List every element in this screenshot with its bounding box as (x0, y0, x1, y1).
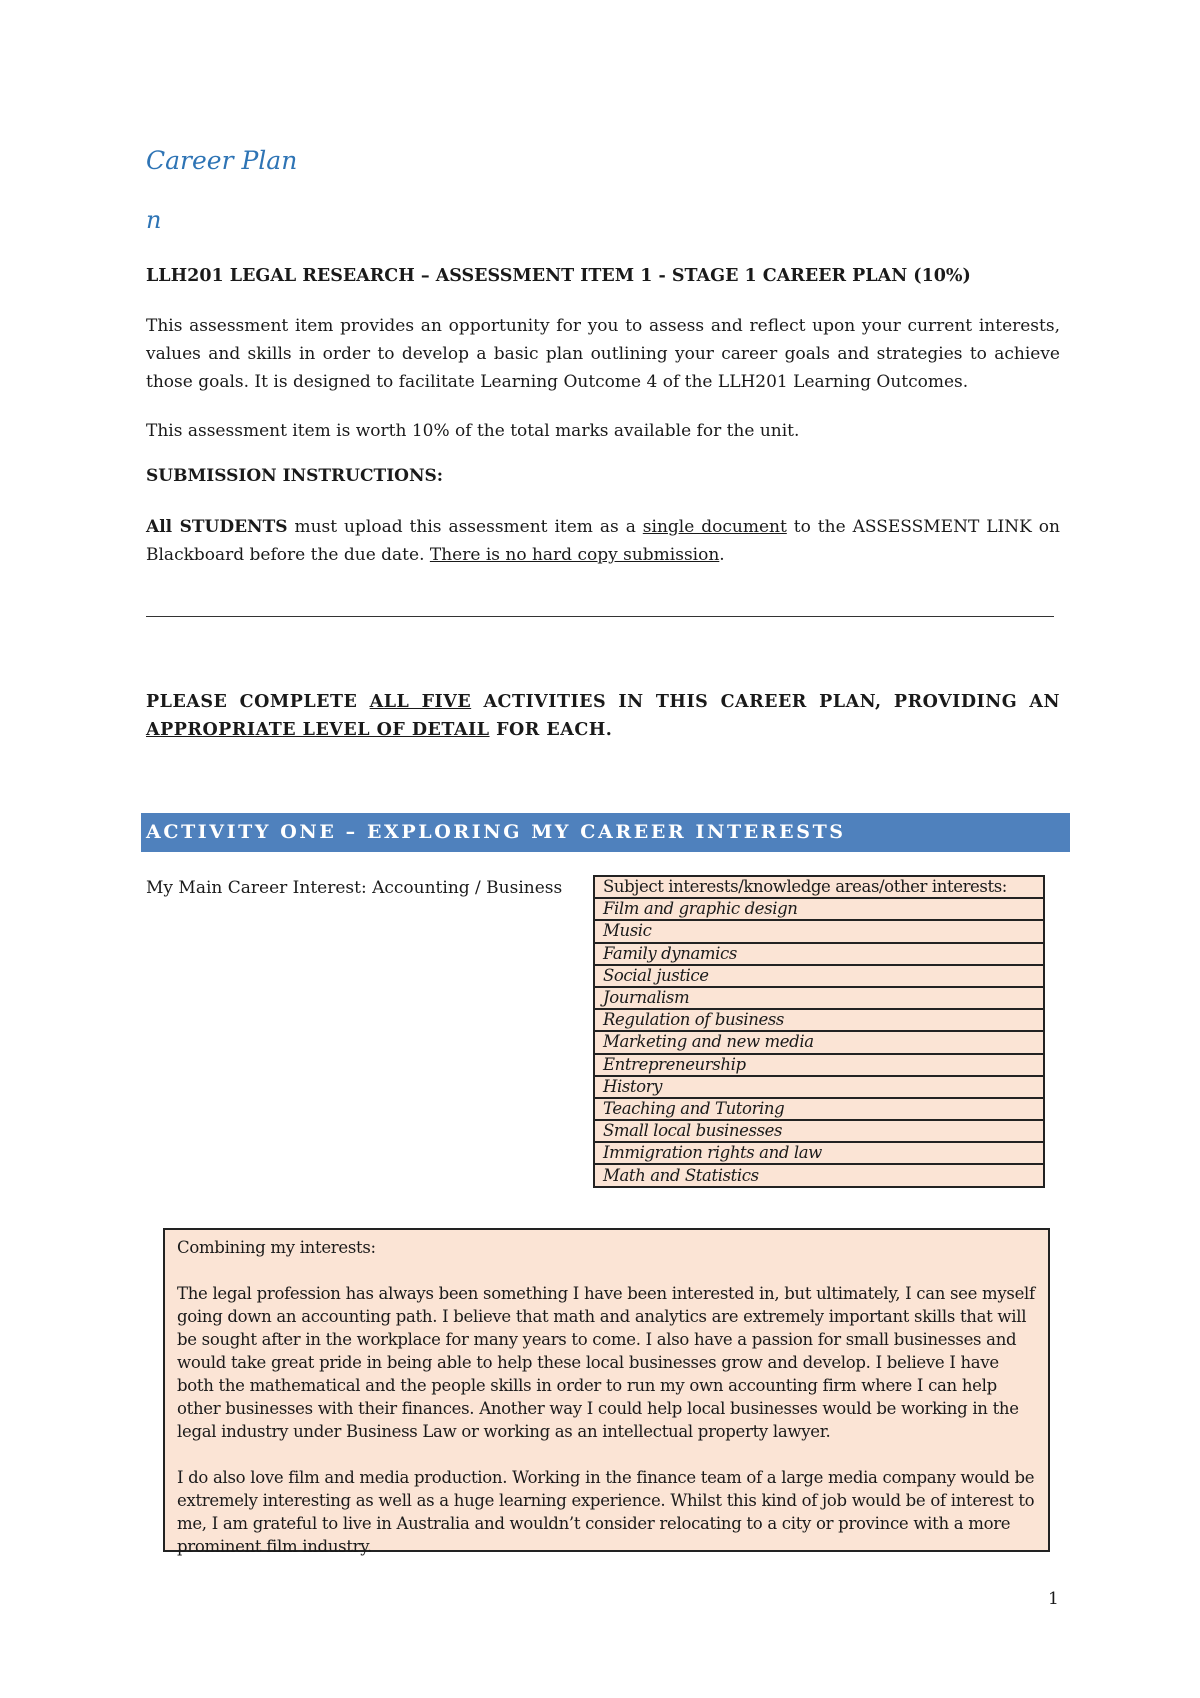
table-row (594, 1142, 1044, 1164)
table-row (594, 920, 1044, 942)
table-row (594, 898, 1044, 920)
instruction-all-five: ALL FIVE (369, 692, 472, 712)
table-row (594, 1054, 1044, 1076)
table-row (594, 965, 1044, 987)
worth-paragraph: This assessment item is worth 10% of the total marks available for the unit. (146, 421, 800, 441)
completion-instruction (146, 688, 1060, 744)
interest-item: History (594, 1076, 1044, 1098)
intro-paragraph: This assessment item provides an opportunity for you to assess and reflect upon your current interests, values and skills in order to develop a basic plan outlining your career goals and strategies to achieve those goals. It is designed to facilitate Learning Outcome 4 of the LLH201 Learning Outcomes. (146, 316, 1060, 392)
table-row (594, 1031, 1044, 1053)
submission-single-document: single document (642, 517, 787, 537)
combining-label: Combining my interests: (177, 1238, 376, 1257)
combining-interests-box (163, 1228, 1050, 1556)
interest-item: Journalism (594, 987, 1044, 1009)
document-subtitle-glyph: n (146, 206, 162, 234)
submission-heading: SUBMISSION INSTRUCTIONS: (146, 466, 444, 486)
table-row (594, 1120, 1044, 1142)
interests-table (593, 875, 1045, 1188)
instruction-part-c: FOR EACH. (489, 720, 613, 740)
table-row (594, 876, 1044, 898)
interest-item: Film and graphic design (594, 898, 1044, 920)
table-row (594, 987, 1044, 1009)
combining-paragraph-2: I do also love film and media production. Working in the finance team of a large media company would be extremely interesting as well as a huge learning experience. Whilst this kind of job would be of interest to me, I am grateful to live in Australia and wouldn’t consider relocating to a city or province with a more prominent film industry. (177, 1468, 1035, 1556)
table-row (594, 1164, 1044, 1186)
combining-paragraph-1: The legal profession has always been something I have been interested in, but ultimately, I can see myself going down an accounting path. I believe that math and analytics are extremely important skills that will be sought after in the workplace for many years to come. I also have a passion for small businesses and would take great pride in being able to help these local businesses grow and develop. I believe I have both the mathematical and the people skills in order to run my own accounting firm where I can help other businesses with their finances. Another way I could help local businesses would be working in the legal industry under Business Law or working as an intellectual property lawyer. (177, 1284, 1035, 1441)
interest-item: Math and Statistics (594, 1164, 1044, 1186)
horizontal-rule (146, 616, 1054, 617)
submission-no-hard-copy: There is no hard copy submission (429, 545, 720, 565)
table-row (594, 943, 1044, 965)
instruction-part-b: ACTIVITIES IN THIS CAREER PLAN, PROVIDING AN (471, 692, 1061, 712)
interest-item: Immigration rights and law (594, 1142, 1044, 1164)
table-row (594, 1009, 1044, 1031)
interest-item: Music (594, 920, 1044, 942)
table-row (594, 1098, 1044, 1120)
main-career-interest: My Main Career Interest: Accounting / Business (146, 878, 563, 898)
document-title: Career Plan (146, 146, 298, 175)
interest-item: Small local businesses (594, 1120, 1044, 1142)
submission-paragraph (146, 513, 1060, 569)
interest-item: Marketing and new media (594, 1031, 1044, 1053)
submission-lead: All STUDENTS (146, 517, 288, 537)
interest-item: Family dynamics (594, 943, 1044, 965)
table-row (594, 1076, 1044, 1098)
instruction-part-a: PLEASE COMPLETE (146, 692, 370, 712)
submission-text-a: must upload this assessment item as a (287, 517, 643, 537)
page-number: 1 (1048, 1589, 1059, 1609)
interest-item: Social justice (594, 965, 1044, 987)
activity-banner-title: ACTIVITY ONE – EXPLORING MY CAREER INTERESTS (146, 821, 846, 843)
interest-item: Regulation of business (594, 1009, 1044, 1031)
assessment-heading: LLH201 LEGAL RESEARCH – ASSESSMENT ITEM 1 - STAGE 1 CAREER PLAN (10%) (146, 266, 971, 286)
interest-item: Teaching and Tutoring (594, 1098, 1044, 1120)
instruction-detail: APPROPRIATE LEVEL OF DETAIL (146, 720, 490, 740)
submission-text-c: . (719, 545, 725, 565)
submission-text-b: to the ASSESSMENT LINK on Blackboard before the due date. (146, 517, 1060, 565)
interests-table-header: Subject interests/knowledge areas/other interests: (594, 876, 1044, 898)
interest-item: Entrepreneurship (594, 1054, 1044, 1076)
